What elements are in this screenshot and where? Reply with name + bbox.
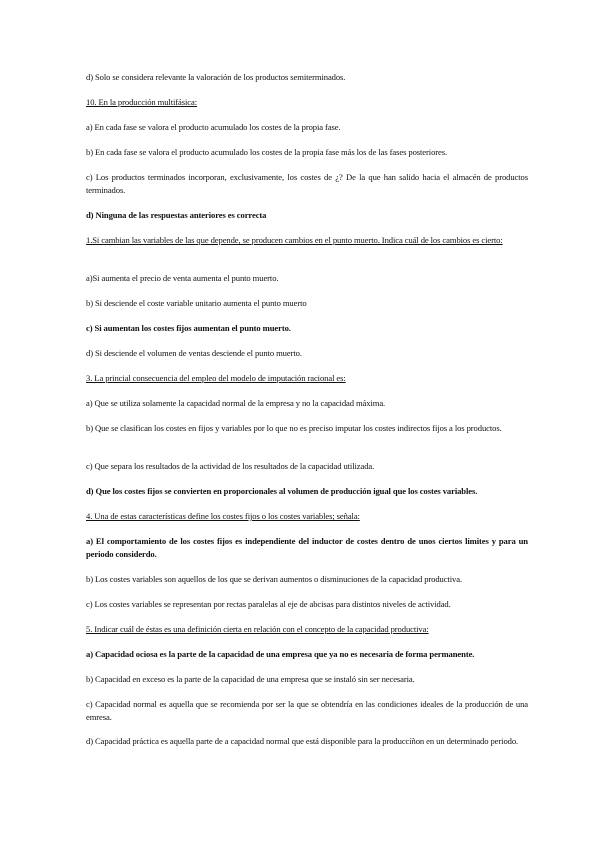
option-a-capacidad-answer: a) Capacidad ociosa es la parte de la capacidad de una empresa que ya no es necesaria de forma permanente.	[86, 649, 475, 659]
option-b-multifasica: b) En cada fase se valora el producto acumulado los costes de la propia fase más los de las fases posteriores.	[86, 147, 448, 157]
option-c-imputacion: c) Que separa los resultados de la actividad de los resultados de la capacidad utilizada.	[86, 461, 375, 471]
question-4-heading: 4. Una de estas características define los costes fijos o los costes variables; señala:	[86, 511, 360, 521]
question-3-heading: 3. La princial consecuencia del empleo del modelo de imputación racional es:	[86, 373, 346, 383]
option-a-costes-answer: a) El comportamiento de los costes fijos es independiente del inductor de costes dentro de unos ciertos límites y para un periodo considerdo.	[86, 536, 528, 559]
option-d-semiterminados: d) Solo se considera relevante la valoración de los productos semiterminados.	[86, 72, 346, 82]
option-d-imputacion-answer: d) Que los costes fijos se convierten en proporcionales al volumen de producción igual que los costes variables.	[86, 486, 478, 496]
option-a-multifasica: a) En cada fase se valora el producto acumulado los costes de la propia fase.	[86, 122, 341, 132]
question-10-heading: 10. En la producción multifásica:	[86, 97, 198, 107]
option-a-imputacion: a) Que se utiliza solamente la capacidad normal de la empresa y no la capacidad máxima.	[86, 398, 386, 408]
option-b-capacidad: b) Capacidad en exceso es la parte de la capacidad de una empresa que se instaló sin ser necesaria.	[86, 674, 415, 684]
option-d-capacidad: d) Capacidad práctica es aquella parte de a capacidad normal que está disponible para la produccíñon en un determinado periodo.	[86, 736, 519, 746]
question-5-heading: 5. Indicar cuál de éstas es una definición cierta en relación con el concepto de la capacidad productiva:	[86, 624, 429, 634]
option-d-multifasica-answer: d) Ninguna de las respuestas anteriores es correcta	[86, 210, 267, 220]
option-b-punto-muerto: b) Si desciende el coste variable unitario aumenta el punto muerto	[86, 298, 307, 308]
question-1-heading: 1.Si cambian las variables de las que depende, se producen cambios en el punto muerto. Indica cuál de los cambios es cierto:	[86, 235, 503, 245]
option-b-imputacion: b) Que se clasifican los costes en fijos y variables por lo que no es preciso imputar los costes indirectos fijos a los productos.	[86, 423, 502, 433]
option-c-punto-muerto-answer: c) Si aumentan los costes fijos aumentan el punto muerto.	[86, 323, 291, 333]
option-c-capacidad: c) Capacidad normal es aquella que se recomienda por ser la que se obtendría en las condiciones ideales de la producción de una emresa.	[86, 699, 528, 722]
option-d-punto-muerto: d) Si desciende el volumen de ventas desciende el punto muerto.	[86, 348, 302, 358]
option-a-punto-muerto: a)Si aumenta el precio de venta aumenta el punto muerto.	[86, 273, 279, 283]
option-c-costes: c) Los costes variables se representan por rectas paralelas al eje de abcisas para distintos niveles de actividad.	[86, 599, 451, 609]
option-b-costes: b) Los costes variables son aquellos de los que se derivan aumentos o disminuciones de la capacidad productiva.	[86, 574, 462, 584]
option-c-multifasica: c) Los productos terminados incorporan, exclusivamente, los costes de ¿? De la que han salido hacia el almacén de productos terminados.	[86, 172, 528, 195]
